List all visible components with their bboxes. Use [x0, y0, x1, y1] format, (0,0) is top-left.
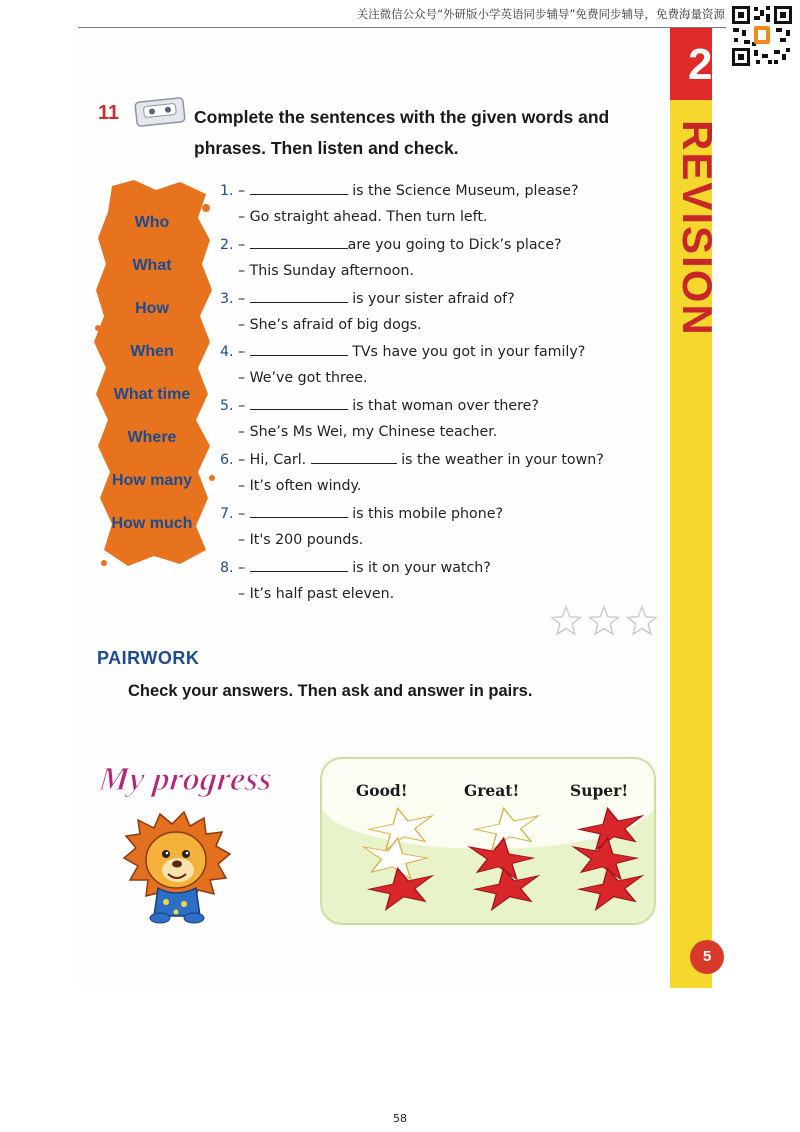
question-number: 5. — [220, 398, 234, 415]
answer-blank[interactable] — [250, 289, 348, 303]
answer-text: – She’s afraid of big dogs. — [238, 316, 422, 333]
question-text: are you going to Dick’s place? — [347, 236, 562, 253]
question-text: is it on your watch? — [352, 559, 491, 576]
question-text: is your sister afraid of? — [352, 290, 515, 307]
question-number: 4. — [220, 344, 234, 361]
white-star-icon — [366, 802, 437, 853]
answer-blank[interactable] — [250, 342, 348, 356]
revision-tab-title: REVISION — [674, 120, 721, 337]
answer-text: – We’ve got three. — [238, 370, 368, 387]
answer-text: – It’s half past eleven. — [238, 585, 395, 602]
answer-text: – This Sunday afternoon. — [238, 262, 414, 279]
progress-panel — [320, 757, 656, 925]
module-number: 2 — [688, 40, 713, 89]
question-text: is that woman over there? — [352, 398, 539, 415]
outline-star-icon[interactable] — [628, 607, 657, 634]
qr-code[interactable] — [730, 4, 794, 68]
answer-blank[interactable] — [311, 450, 397, 464]
word-bank-item: What time — [113, 386, 191, 403]
promo-banner: 关注微信公众号“外研版小学英语同步辅导”免费同步辅导，免费海量资源 — [356, 7, 725, 21]
question-prefix: – — [238, 398, 246, 415]
star-stack-super[interactable] — [554, 803, 664, 923]
question-item — [220, 180, 660, 234]
question-item — [220, 557, 660, 611]
star-stack-good[interactable] — [344, 803, 454, 923]
question-prefix: – — [238, 505, 246, 522]
question-number: 3. — [220, 290, 234, 307]
word-bank — [100, 214, 204, 558]
rating-label-good: Good! — [356, 781, 408, 800]
white-star-icon — [472, 802, 543, 853]
answer-blank[interactable] — [250, 181, 348, 195]
question-number: 2. — [220, 236, 234, 253]
cassette-icon[interactable] — [134, 97, 186, 127]
answer-blank[interactable] — [250, 504, 348, 518]
question-item — [220, 395, 660, 449]
star-stack-great[interactable] — [450, 803, 560, 923]
outline-star-icon[interactable] — [590, 607, 619, 634]
rating-label-super: Super! — [570, 781, 629, 800]
word-bank-item: When — [130, 343, 174, 360]
question-prefix: – — [238, 559, 246, 576]
question-text: is this mobile phone? — [352, 505, 503, 522]
exercise-instruction: Complete the sentences with the given words and phrases. Then listen and check. — [194, 107, 610, 158]
question-item — [220, 288, 660, 342]
question-number: 1. — [220, 183, 234, 199]
question-prefix: – — [238, 344, 246, 361]
page-badge: 5 — [690, 940, 724, 974]
question-text: TVs have you got in your family? — [352, 344, 586, 361]
word-bank-item: How many — [111, 472, 192, 489]
answer-blank[interactable] — [250, 235, 348, 249]
rating-label-great: Great! — [464, 781, 520, 800]
question-item — [220, 503, 660, 557]
answer-text: – She’s Ms Wei, my Chinese teacher. — [238, 424, 498, 441]
word-bank-item: What — [132, 257, 172, 274]
answer-text: – It’s often windy. — [238, 477, 362, 494]
word-bank-item: Where — [127, 429, 177, 446]
word-bank-item: Who — [134, 214, 170, 231]
question-prefix: – — [238, 290, 246, 307]
question-text: is the weather in your town? — [401, 451, 604, 468]
self-rating-stars[interactable] — [548, 604, 660, 638]
question-item — [220, 234, 660, 288]
red-star-icon — [576, 802, 647, 853]
my-progress-title — [97, 752, 300, 812]
exercise-number: 11 — [98, 102, 120, 124]
answer-blank[interactable] — [250, 558, 348, 572]
word-bank-item: How — [135, 300, 169, 317]
word-bank-item: How much — [111, 515, 193, 532]
question-item — [220, 341, 660, 395]
question-prefix: – — [238, 183, 246, 199]
outline-star-icon[interactable] — [552, 607, 581, 634]
question-list — [220, 180, 660, 610]
question-number: 7. — [220, 505, 234, 522]
answer-blank[interactable] — [250, 396, 348, 410]
question-text: is the Science Museum, please? — [352, 183, 579, 199]
question-number: 6. — [220, 451, 234, 468]
pairwork-title: PAIRWORK — [97, 648, 200, 668]
pairwork-instruction: Check your answers. Then ask and answer in pairs. — [128, 682, 533, 700]
page-number: 58 — [393, 1112, 407, 1125]
lion-mascot — [118, 808, 236, 926]
answer-text: – It's 200 pounds. — [238, 531, 364, 548]
question-prefix: – — [238, 236, 246, 253]
question-item — [220, 449, 660, 503]
question-prefix: – Hi, Carl. — [238, 451, 307, 468]
answer-text: – Go straight ahead. Then turn left. — [238, 209, 488, 225]
my-progress-title-text: My progress — [97, 761, 274, 798]
question-number: 8. — [220, 559, 234, 576]
